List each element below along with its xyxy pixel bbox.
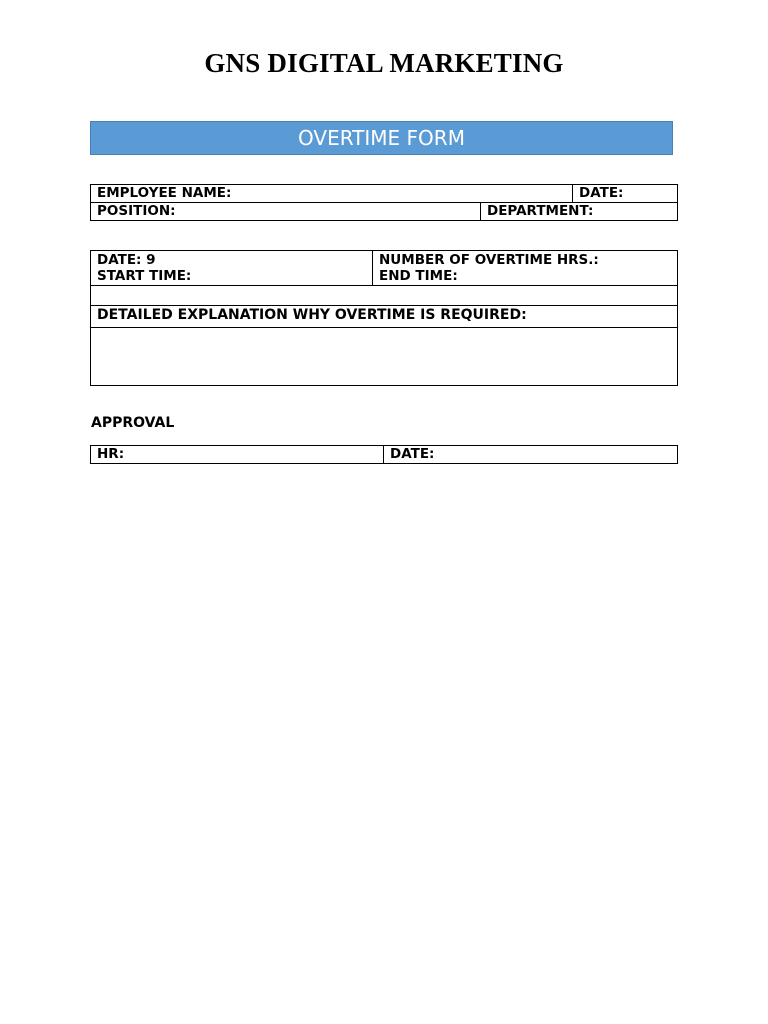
department-field[interactable] [481, 203, 678, 221]
overtime-hours-label: NUMBER OF OVERTIME HRS.: [379, 252, 599, 268]
end-time-label: END TIME: [379, 268, 458, 284]
position-field[interactable] [91, 203, 481, 221]
form-title-banner: OVERTIME FORM [90, 121, 673, 155]
date-field[interactable] [573, 185, 678, 203]
position-label: POSITION: [97, 203, 176, 219]
start-time-label: START TIME: [97, 268, 192, 284]
company-name: GNS DIGITAL MARKETING [204, 48, 564, 78]
blank-row[interactable] [91, 286, 678, 306]
overtime-date-label: DATE: 9 [97, 252, 156, 268]
approval-date-label: DATE: [390, 446, 435, 462]
hr-field[interactable] [91, 446, 384, 464]
department-label: DEPARTMENT: [487, 203, 594, 219]
approval-date-field[interactable] [384, 446, 678, 464]
employee-info-table [90, 184, 678, 221]
overtime-hours-end-cell[interactable] [373, 251, 678, 286]
employee-name-label: EMPLOYEE NAME: [97, 185, 232, 201]
explanation-label: DETAILED EXPLANATION WHY OVERTIME IS REQUIRED: [97, 307, 527, 323]
explanation-text-area[interactable] [91, 328, 678, 386]
overtime-details-table [90, 250, 678, 386]
approval-table [90, 445, 678, 464]
overtime-date-start-cell[interactable] [91, 251, 373, 286]
date-label: DATE: [579, 185, 624, 201]
approval-heading: APPROVAL [91, 415, 175, 431]
explanation-header-cell [91, 306, 678, 328]
hr-label: HR: [97, 446, 125, 462]
employee-name-field[interactable] [91, 185, 573, 203]
